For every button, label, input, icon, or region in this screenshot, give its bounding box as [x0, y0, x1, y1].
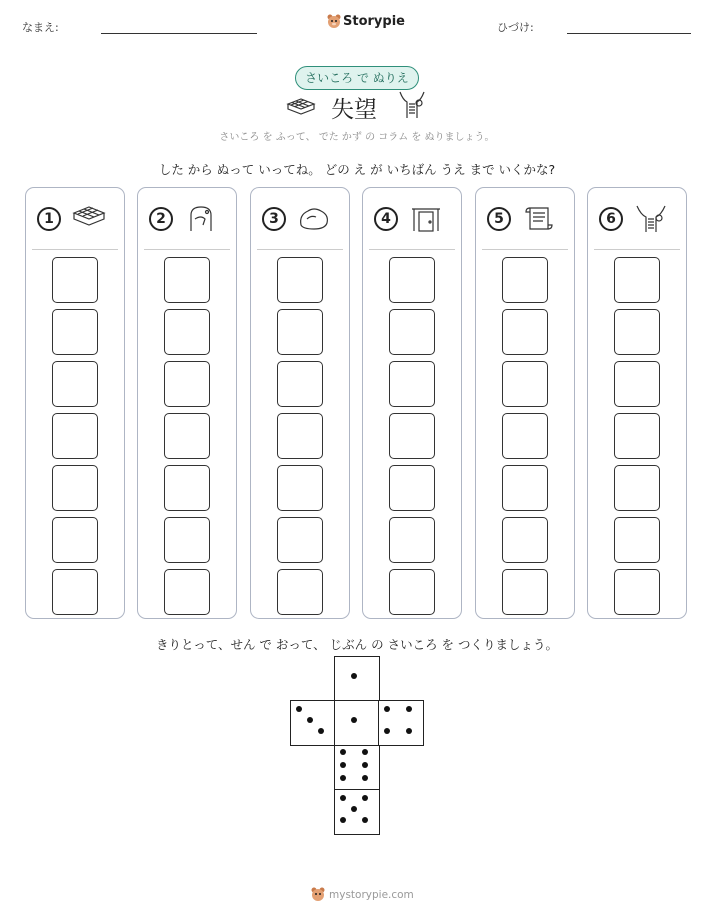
dice-pip — [307, 717, 313, 723]
color-box[interactable] — [389, 361, 435, 407]
date-label: ひづけ: — [497, 21, 534, 34]
dice-pip — [340, 817, 346, 823]
name-line[interactable] — [101, 33, 257, 34]
color-box[interactable] — [614, 309, 660, 355]
dice-pip — [406, 728, 412, 734]
page-title: 失望 — [331, 97, 377, 123]
hand-on-chest-icon — [183, 203, 219, 235]
color-box[interactable] — [164, 517, 210, 563]
color-box[interactable] — [164, 465, 210, 511]
instruction: した から ぬって いってね。 どの え が いちばん うえ まで いくかな? — [158, 162, 556, 177]
color-box[interactable] — [277, 517, 323, 563]
dice-face-1 — [334, 700, 380, 746]
color-box[interactable] — [277, 465, 323, 511]
column-divider — [32, 249, 118, 250]
color-box[interactable] — [614, 361, 660, 407]
color-box[interactable] — [164, 257, 210, 303]
color-box[interactable] — [52, 361, 98, 407]
blanket-icon — [71, 203, 107, 235]
color-box[interactable] — [502, 361, 548, 407]
color-box[interactable] — [277, 413, 323, 459]
throat-icon — [633, 203, 669, 235]
color-box[interactable] — [52, 257, 98, 303]
dice-pip — [351, 806, 357, 812]
cut-instruction: きりとって、せん で おって、 じぶん の さいころ を つくりましょう。 — [155, 637, 559, 652]
color-box[interactable] — [164, 413, 210, 459]
color-box[interactable] — [277, 257, 323, 303]
color-box[interactable] — [389, 309, 435, 355]
dice-pip — [340, 749, 346, 755]
footer-url[interactable]: mystorypie.com — [329, 889, 414, 901]
color-box[interactable] — [502, 309, 548, 355]
blob-icon — [296, 203, 332, 235]
color-box[interactable] — [614, 517, 660, 563]
storypie-logo-icon — [326, 13, 342, 29]
color-box[interactable] — [614, 257, 660, 303]
color-box[interactable] — [389, 257, 435, 303]
dice-pip — [362, 775, 368, 781]
dice-face-5 — [334, 789, 380, 835]
dice-face-6 — [334, 745, 380, 791]
color-box[interactable] — [389, 465, 435, 511]
scroll-icon — [521, 203, 557, 235]
color-box[interactable] — [164, 569, 210, 615]
dice-face-1 — [334, 656, 380, 702]
dice-pip — [340, 762, 346, 768]
dice-pip — [362, 817, 368, 823]
dice-pip — [362, 795, 368, 801]
dice-pip — [406, 706, 412, 712]
color-box[interactable] — [52, 517, 98, 563]
color-box[interactable] — [52, 413, 98, 459]
dice-pip — [340, 795, 346, 801]
color-box[interactable] — [614, 413, 660, 459]
dice-pip — [351, 717, 357, 723]
column-divider — [369, 249, 455, 250]
dice-face-3 — [290, 700, 336, 746]
throat-icon — [397, 90, 427, 120]
color-box[interactable] — [277, 361, 323, 407]
door-icon — [408, 203, 444, 235]
dice-pip — [384, 706, 390, 712]
column-number: 1 — [37, 207, 61, 231]
blanket-icon — [285, 96, 317, 118]
dice-pip — [384, 728, 390, 734]
column-number: 3 — [262, 207, 286, 231]
dice-pip — [296, 706, 302, 712]
dice-pip — [340, 775, 346, 781]
dice-pip — [318, 728, 324, 734]
column-divider — [482, 249, 568, 250]
color-box[interactable] — [52, 569, 98, 615]
color-box[interactable] — [277, 569, 323, 615]
color-box[interactable] — [502, 517, 548, 563]
color-box[interactable] — [614, 465, 660, 511]
color-box[interactable] — [164, 361, 210, 407]
color-box[interactable] — [52, 309, 98, 355]
dice-pip — [351, 673, 357, 679]
date-line[interactable] — [567, 33, 691, 34]
color-box[interactable] — [389, 413, 435, 459]
color-box[interactable] — [389, 517, 435, 563]
color-box[interactable] — [502, 257, 548, 303]
column-divider — [594, 249, 680, 250]
subtitle: さいころ を ふって、 でた かず の コラム を ぬりましょう。 — [219, 132, 495, 143]
color-box[interactable] — [614, 569, 660, 615]
color-box[interactable] — [502, 465, 548, 511]
color-box[interactable] — [164, 309, 210, 355]
column-number: 6 — [599, 207, 623, 231]
activity-tag: さいころ で ぬりえ — [295, 66, 419, 90]
color-box[interactable] — [502, 569, 548, 615]
color-box[interactable] — [502, 413, 548, 459]
color-box[interactable] — [277, 309, 323, 355]
column-divider — [257, 249, 343, 250]
brand-name: Storypie — [343, 14, 405, 29]
column-number: 5 — [487, 207, 511, 231]
column-number: 2 — [149, 207, 173, 231]
column-divider — [144, 249, 230, 250]
color-box[interactable] — [389, 569, 435, 615]
dice-pip — [362, 762, 368, 768]
dice-pip — [362, 749, 368, 755]
dice-face-4 — [378, 700, 424, 746]
column-number: 4 — [374, 207, 398, 231]
storypie-footer-logo-icon — [310, 886, 326, 902]
color-box[interactable] — [52, 465, 98, 511]
name-label: なまえ: — [22, 21, 59, 34]
